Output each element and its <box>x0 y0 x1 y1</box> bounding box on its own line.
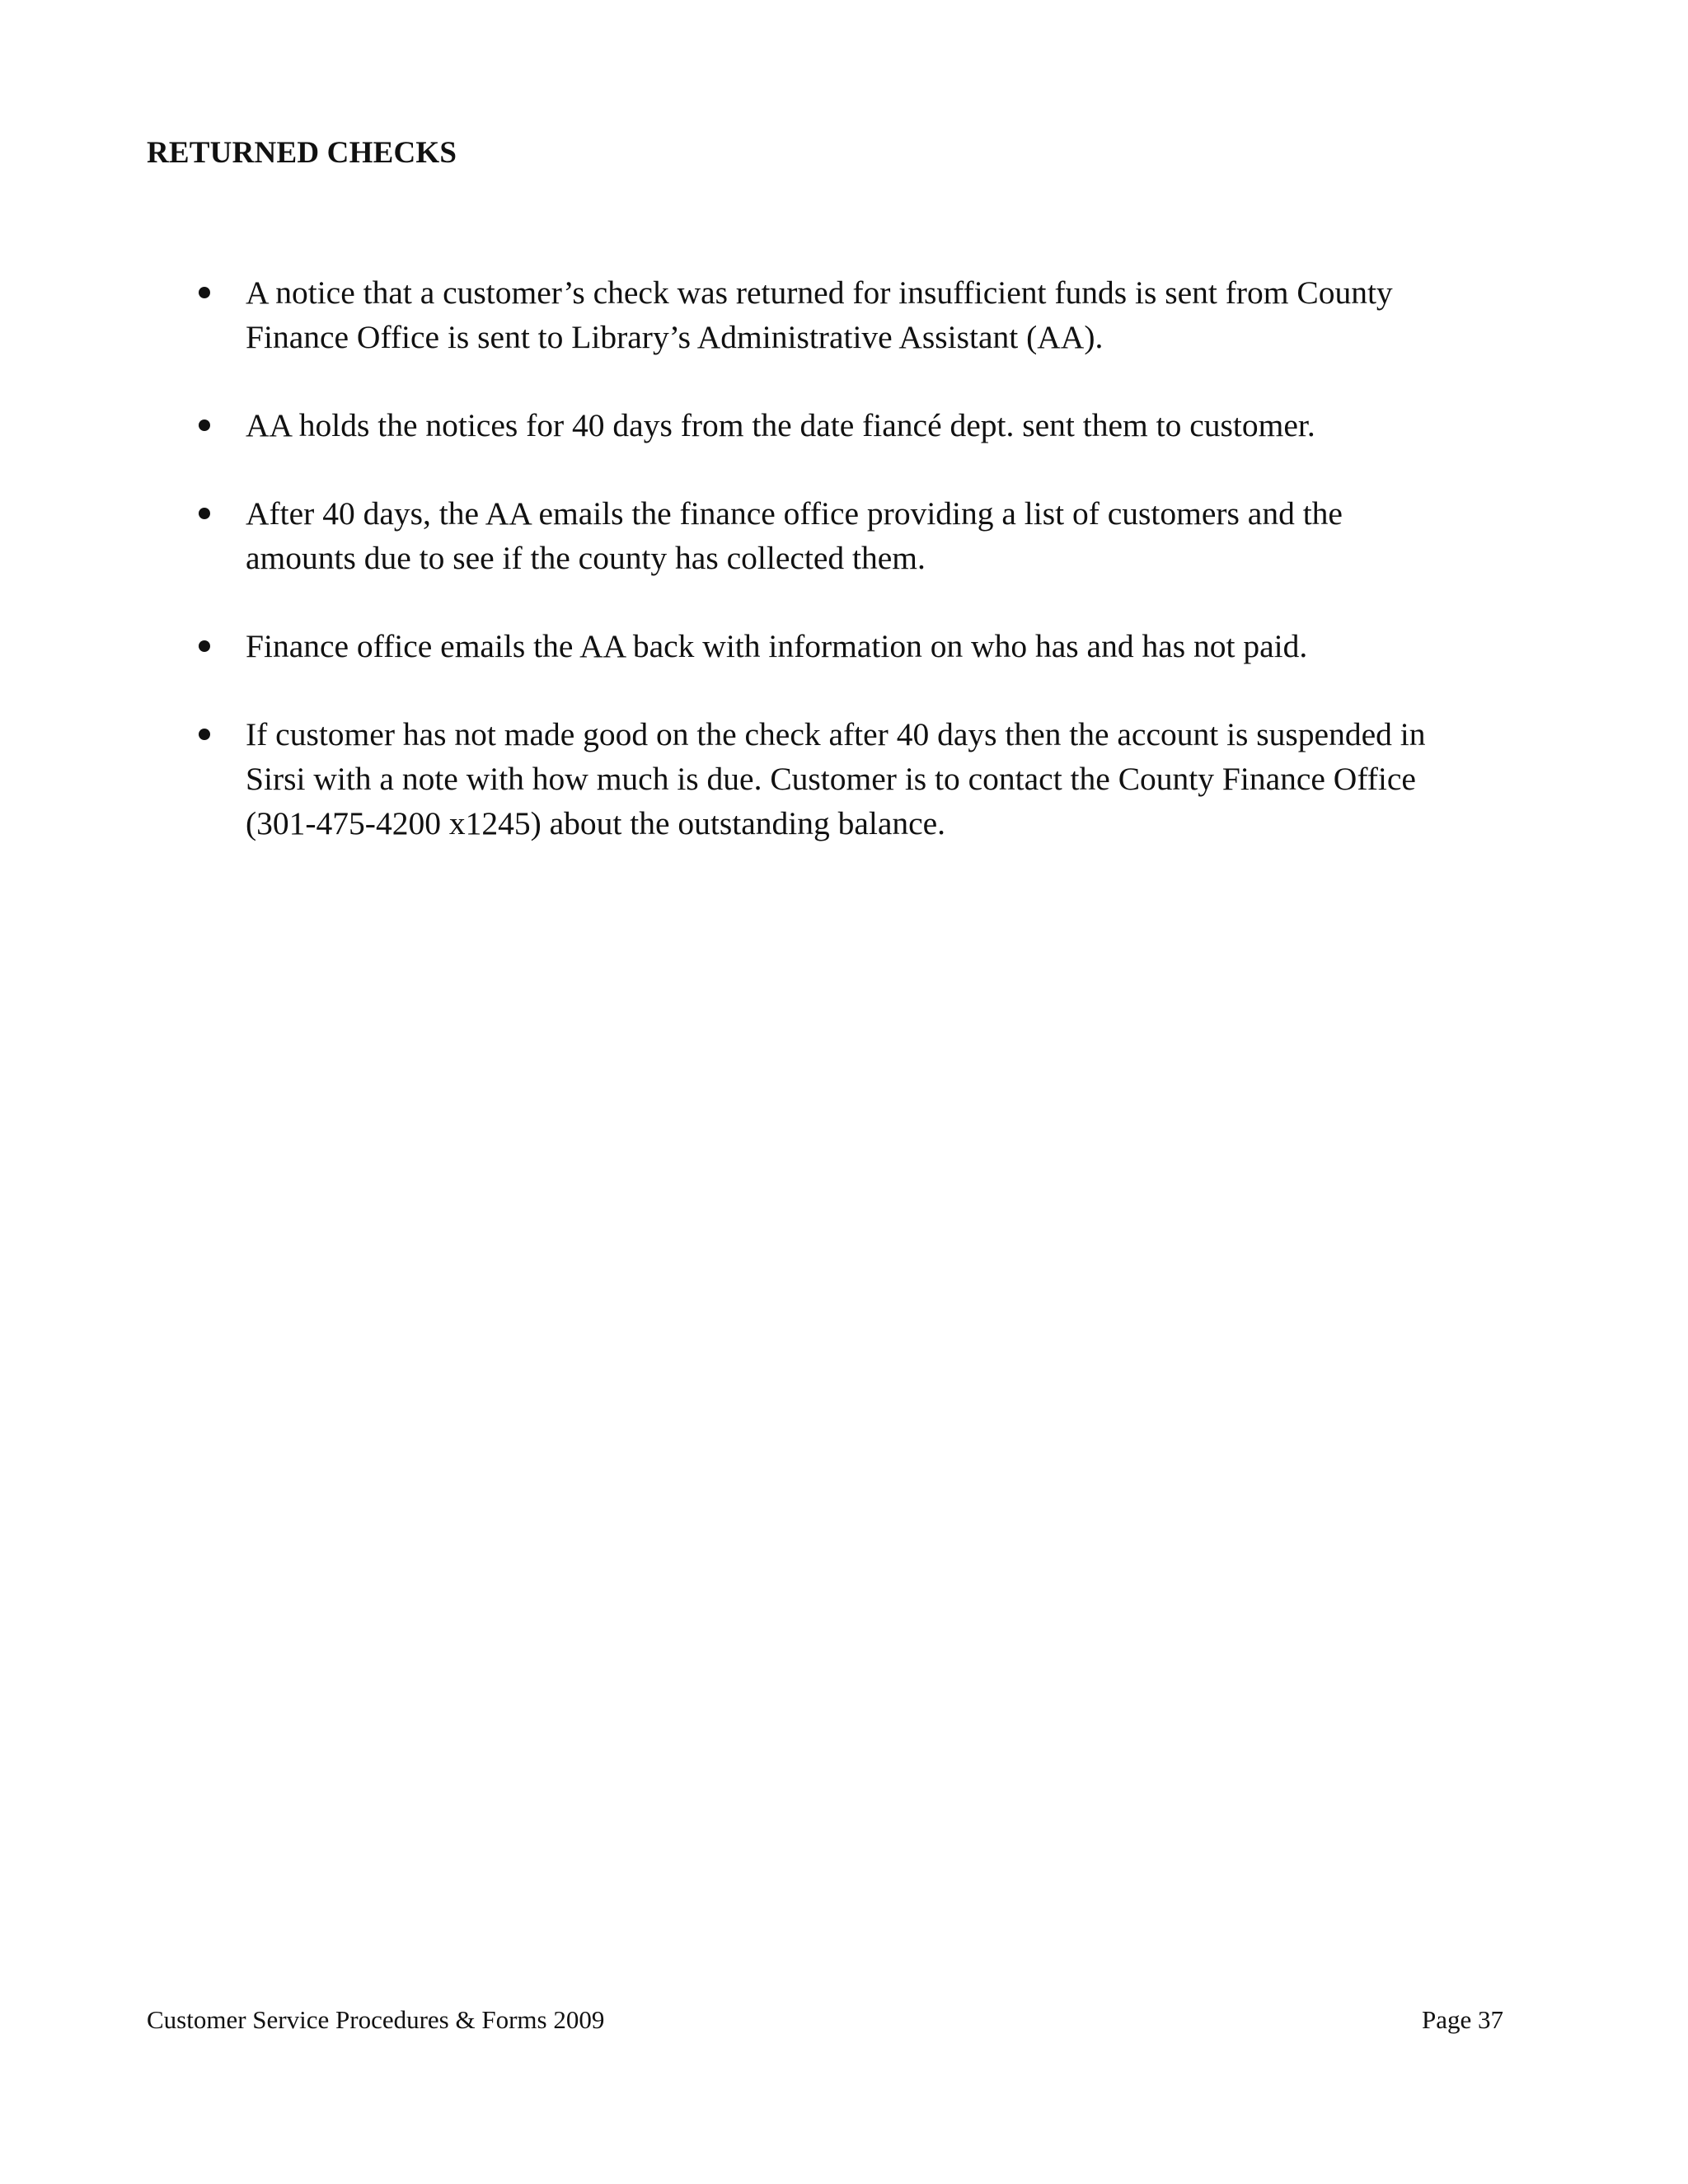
bullet-list <box>0 270 1688 889</box>
footer-document-title: Customer Service Procedures & Forms 2009 <box>147 2005 605 2034</box>
bullet-line: (301-475-4200 x1245) about the outstanding balance. <box>246 805 946 841</box>
footer-page-number: Page 37 <box>1421 2005 1503 2034</box>
page-heading: RETURNED CHECKS <box>147 136 457 170</box>
bullet-icon <box>199 508 210 519</box>
bullet-line: amounts due to see if the county has collected them. <box>246 540 926 576</box>
bullet-line: Finance office emails the AA back with information on who has and has not paid. <box>246 628 1308 664</box>
bullet-item <box>0 712 1688 846</box>
bullet-icon <box>199 419 210 431</box>
bullet-icon <box>199 287 210 298</box>
bullet-icon <box>199 640 210 652</box>
bullet-item <box>0 624 1688 668</box>
bullet-line: Sirsi with a note with how much is due. Customer is to contact the County Finance Office <box>246 761 1416 797</box>
bullet-icon <box>199 729 210 740</box>
bullet-text <box>246 712 1564 846</box>
bullet-line: Finance Office is sent to Library’s Administrative Assistant (AA). <box>246 319 1104 355</box>
bullet-line: A notice that a customer’s check was returned for insufficient funds is sent from County <box>246 274 1393 311</box>
bullet-item <box>0 403 1688 448</box>
bullet-text <box>246 270 1564 359</box>
bullet-item <box>0 270 1688 359</box>
bullet-text <box>246 403 1564 448</box>
bullet-text <box>246 491 1564 580</box>
bullet-line: After 40 days, the AA emails the finance office providing a list of customers and the <box>246 495 1343 532</box>
bullet-item <box>0 491 1688 580</box>
bullet-line: AA holds the notices for 40 days from the date fiancé dept. sent them to customer. <box>246 407 1315 443</box>
bullet-line: If customer has not made good on the check after 40 days then the account is suspended in <box>246 716 1426 752</box>
bullet-text <box>246 624 1564 668</box>
